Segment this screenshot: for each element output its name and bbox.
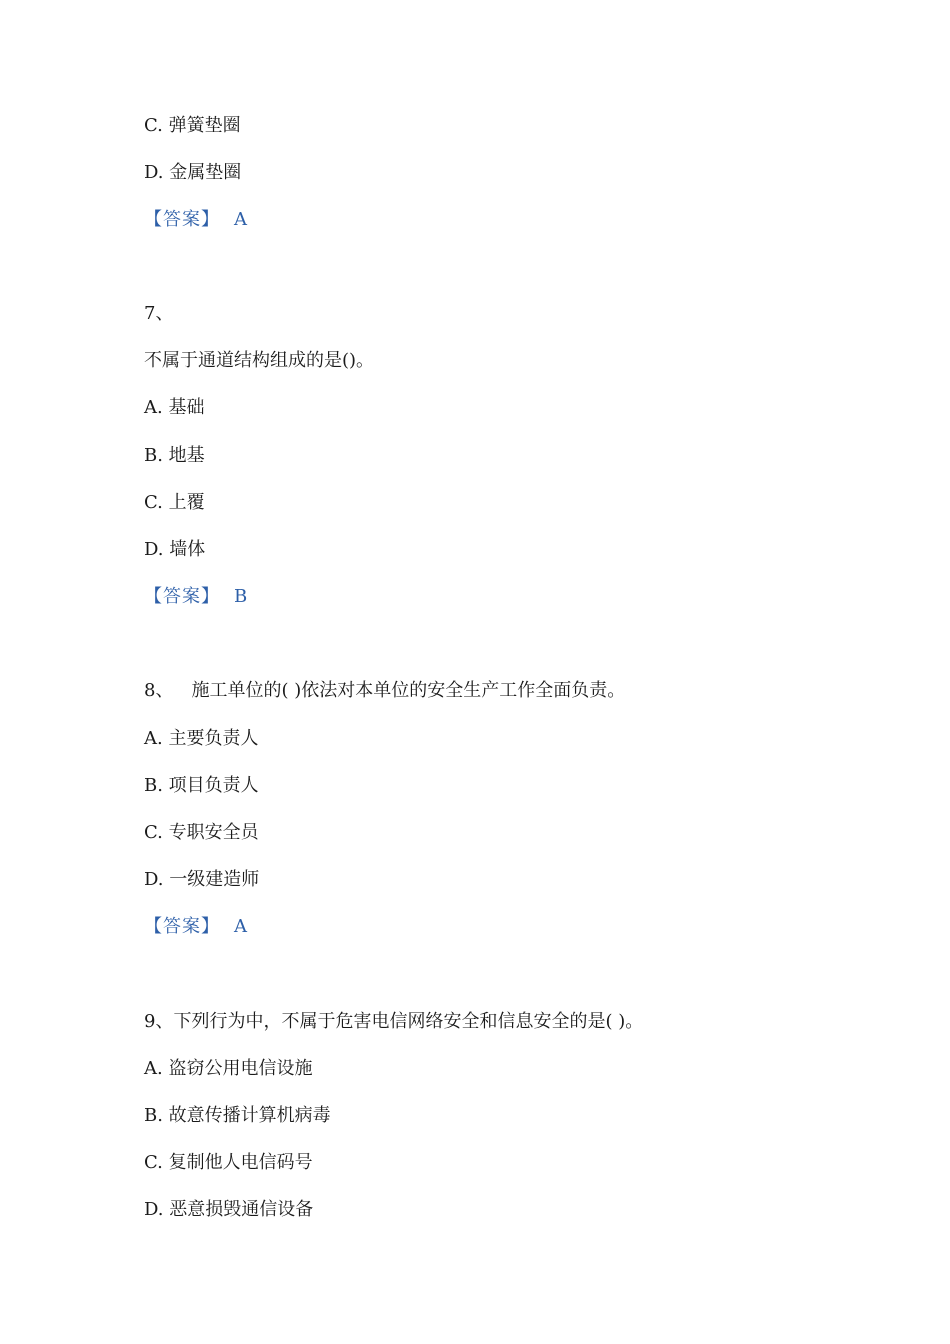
q7-option-b: B. 地基 <box>144 445 205 466</box>
q8-number: 8、 <box>144 680 174 701</box>
q9-option-c: C. 复制他人电信码号 <box>144 1152 313 1173</box>
q6-answer <box>144 208 247 232</box>
q8-option-d: D. 一级建造师 <box>144 869 260 890</box>
q7-option-a: A. 基础 <box>144 397 205 418</box>
q7-option-d: D. 墙体 <box>144 539 206 560</box>
answer-label: 【答案】 <box>144 916 220 937</box>
q8-option-a: A. 主要负责人 <box>144 728 259 749</box>
q7-answer <box>144 585 247 609</box>
q7-number: 7、 <box>144 303 174 324</box>
q8-answer <box>144 915 247 939</box>
q9-option-a: A. 盗窃公用电信设施 <box>144 1058 313 1079</box>
answer-label: 【答案】 <box>144 586 220 607</box>
q6-option-c: C. 弹簧垫圈 <box>144 115 241 136</box>
q7-option-c: C. 上覆 <box>144 492 205 513</box>
q8-stem-line <box>144 679 625 703</box>
q9-option-b: B. 故意传播计算机病毒 <box>144 1105 331 1126</box>
q8-option-b: B. 项目负责人 <box>144 775 259 796</box>
q9-stem: 9、下列行为中，不属于危害电信网络安全和信息安全的是( )。 <box>144 1011 644 1032</box>
q8-stem: 施工单位的( )依法对本单位的安全生产工作全面负责。 <box>191 680 626 701</box>
q7-stem: 不属于通道结构组成的是()。 <box>144 350 375 371</box>
q8-option-c: C. 专职安全员 <box>144 822 259 843</box>
answer-value: A <box>234 209 247 230</box>
answer-value: B <box>234 586 248 607</box>
q6-option-d: D. 金属垫圈 <box>144 162 242 183</box>
answer-label: 【答案】 <box>144 209 220 230</box>
answer-value: A <box>234 916 247 937</box>
q9-option-d: D. 恶意损毁通信设备 <box>144 1199 314 1220</box>
